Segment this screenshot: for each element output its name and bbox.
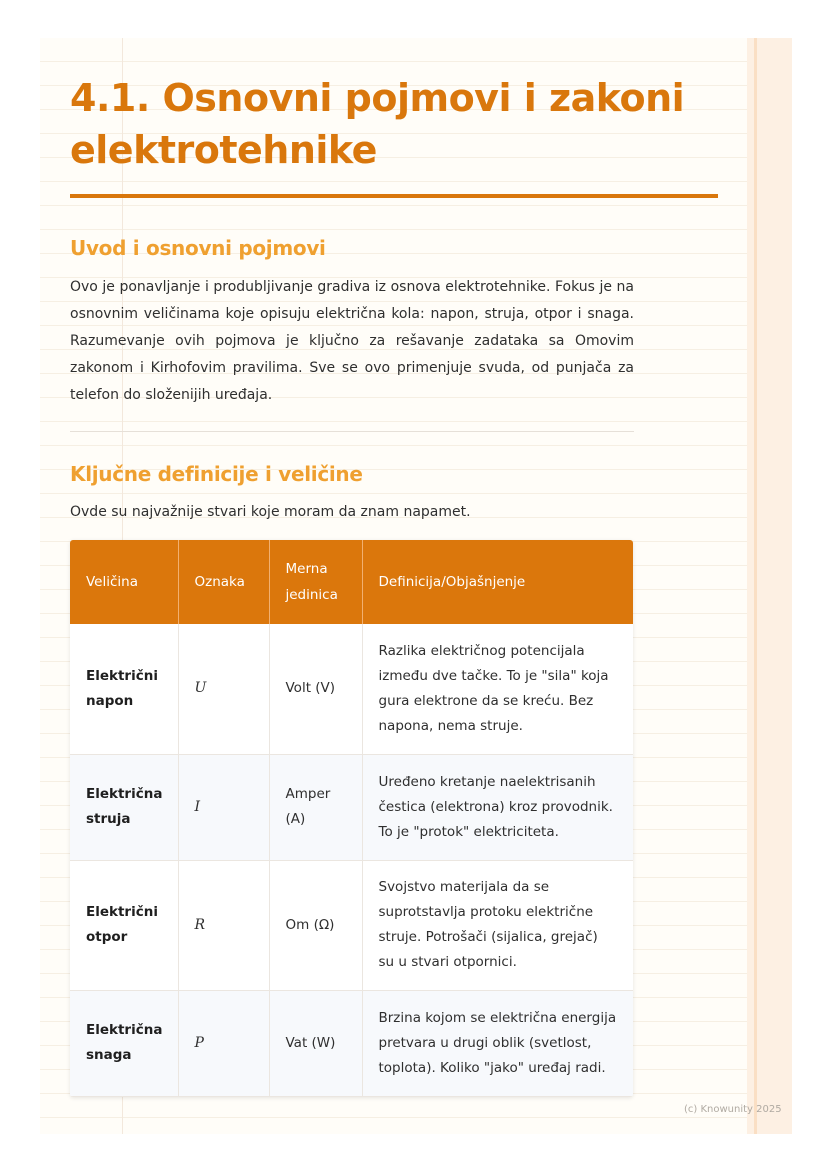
definitions-heading: Ključne definicije i veličine: [70, 462, 363, 486]
table-row: [70, 754, 633, 860]
table-header-row: [70, 540, 633, 624]
intro-paragraph: Ovo je ponavljanje i produbljivanje gradiva iz osnova elektrotehnike. Fokus je na osnovnim veličinama koje opisuju električna kola: napon, struja, otpor i snaga. Razumevanje ovih pojmova je ključno za rešavanje zadataka sa Omovim zakonom i Kirhofovim pravilima. Sve se ovo primenjuje svuda, od punjača za telefon do složenijih uređaja.: [70, 279, 634, 403]
table-row: [70, 624, 633, 754]
header-unit: Merna jedinica: [269, 540, 362, 624]
page-content: [70, 72, 718, 1097]
copyright-footer: (c) Knowunity 2025: [684, 1104, 782, 1115]
cell-definition: Svojstvo materijala da se suprotstavlja protoku električne struje. Potrošači (sijalica, grejač) su u stvari otpornici.: [362, 860, 633, 990]
cell-unit: Vat (W): [269, 990, 362, 1096]
cell-symbol: P: [178, 990, 269, 1096]
header-symbol: Oznaka: [178, 540, 269, 624]
cell-definition: Brzina kojom se električna energija pretvara u drugi oblik (svetlost, toplota). Koliko "jako" uređaj radi.: [362, 990, 633, 1096]
section-divider: [70, 431, 634, 432]
intro-heading: Uvod i osnovni pojmovi: [70, 236, 326, 260]
header-definition: Definicija/Objašnjenje: [362, 540, 633, 624]
header-quantity: Veličina: [70, 540, 178, 624]
cell-symbol: U: [178, 624, 269, 754]
cell-symbol: I: [178, 754, 269, 860]
cell-quantity: Električni otpor: [70, 860, 178, 990]
cell-quantity: Električni napon: [70, 624, 178, 754]
side-strip-line: [754, 38, 757, 1134]
cell-unit: Volt (V): [269, 624, 362, 754]
cell-definition: Razlika električnog potencijala između dve tačke. To je "sila" koja gura elektrone da se kreću. Bez napona, nema struje.: [362, 624, 633, 754]
page-title: 4.1. Osnovni pojmovi i zakoni elektrotehnike: [70, 76, 685, 172]
cell-quantity: Električna struja: [70, 754, 178, 860]
cell-definition: Uređeno kretanje naelektrisanih čestica (elektrona) kroz provodnik. To je "protok" elektriciteta.: [362, 754, 633, 860]
cell-unit: Amper (A): [269, 754, 362, 860]
cell-quantity: Električna snaga: [70, 990, 178, 1096]
definitions-lead: Ovde su najvažnije stvari koje moram da znam napamet.: [70, 504, 471, 520]
cell-symbol: R: [178, 860, 269, 990]
table-row: [70, 860, 633, 990]
title-divider: [70, 194, 718, 198]
table-row: [70, 990, 633, 1096]
definitions-table: [70, 540, 633, 1097]
cell-unit: Om (Ω): [269, 860, 362, 990]
